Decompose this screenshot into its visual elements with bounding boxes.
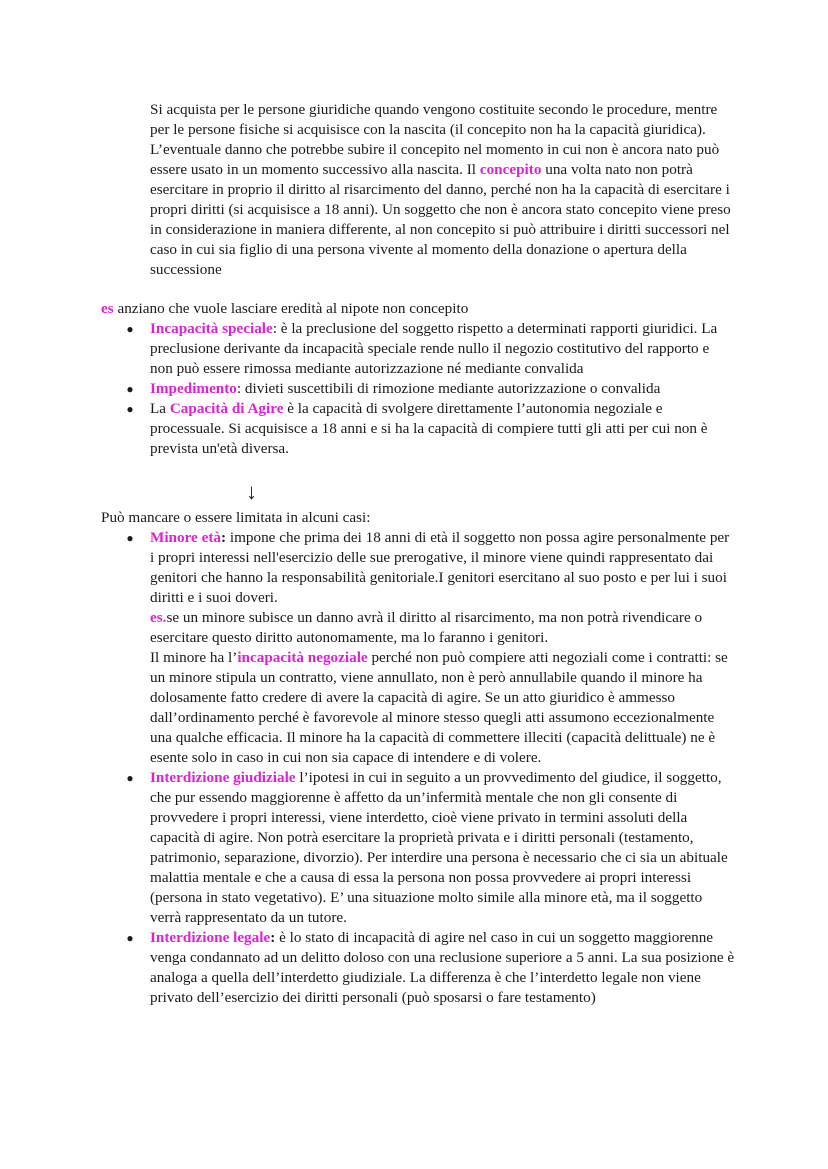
example-label: es [101,300,114,317]
example-text: se un minore subisce un danno avrà il diritto al risarcimento, ma non potrà rivendicare o esercitare questo diritto autonomamente, ma lo faranno i genitori. [150,609,703,646]
bullet-icon: ● [126,402,134,416]
list-item-interdizione-giudiziale [126,768,735,928]
item-text: : divieti suscettibili di rimozione mediante autorizzazione o convalida [236,380,661,397]
item-text: : è la preclusione del soggetto rispetto a determinati rapporti giuridici. La preclusione derivante da incapacità speciale rende nullo il negozio costitutivo del rapporto e non può essere rimossa mediante autorizzazione né mediante convalida [150,320,718,377]
limitations-intro: Può mancare o essere limitata in alcuni casi: [101,509,371,526]
paragraph-text: una volta nato non potrà esercitare in proprio il diritto al risarcimento del danno, perché non ha la capacità di esercitare i propri diritti (si acquisisce a 18 anni). Un soggetto che non è ancora stato concepito viene preso in considerazione in maniera differente, al non concepito si può attribuire i diritti successori nel caso in cui sia figlio di una persona vivente al momento della donazione o apertura della successione [150,161,731,278]
term-interdizione-giudiziale: Interdizione giudiziale [150,769,296,786]
example-label: es. [150,609,167,626]
item-text: Il minore ha l’ [150,649,238,666]
term-minore-eta: Minore età [150,529,221,546]
term-incapacita-negoziale: incapacità negoziale [237,649,368,666]
example-line [101,299,741,319]
item-text: impone che prima dei 18 anni di età il soggetto non possa agire personalmente per i propri interessi nell'esercizio delle sue prerogative, il minore viene quindi rappresentato dai genitori che hanno la responsabilità genitoriale.I genitori esercitano al suo posto e per lui i suoi diritti e i suoi doveri. [150,529,730,606]
list-item-incapacita-speciale [126,319,735,379]
example-text: anziano che vuole lasciare eredità al nipote non concepito [113,300,469,317]
capacity-paragraph [150,100,735,280]
capacity-list [126,319,735,459]
term-colon: : [270,929,276,946]
bullet-icon: ● [126,382,134,396]
limitations-list [126,528,735,1008]
term-capacita-di-agire: Capacità di Agire [169,400,284,417]
term-interdizione-legale: Interdizione legale [150,929,271,946]
item-text: è lo stato di incapacità di agire nel caso in cui un soggetto maggiorenne venga condannato ad un delitto doloso con una reclusione superiore a 5 anni. La sua posizione è analoga a quella dell’interdetto giudiziale. La differenza è che l’interdetto legale non viene privato dell’esercizio dei diritti personali (può sposarsi o fare testamento) [150,929,735,1006]
item-text: l’ipotesi in cui in seguito a un provvedimento del giudice, il soggetto, che pur essendo maggiorenne è affetto da un’infermità mentale che non gli consente di provvedere i propri interessi, viene interdetto, cioè viene privato in termini assoluti della capacità di agire. Non potrà esercitare la proprietà privata e i diritti personali (testamento, patrimonio, separazione, divorzio). Per interdire una persona è necessario che ci sia un abituale malattia mentale e che a causa di essa la persona non possa provvedere ai propri interessi (persona in stato vegetativo). E’ una situazione molto simile alla minore età, ma il soggetto verrà rappresentato da un tutore. [150,769,728,926]
down-arrow-icon: ↓ [246,479,257,504]
highlight-concepito: concepito [479,161,542,178]
paragraph-text: Si acquista per le persone giuridiche quando vengono costituite secondo le procedure, mentre per le persone fisiche si acquisisce con la nascita (il concepito non ha la capacità giuridica). L’eventuale danno che potrebbe subire il concepito nel momento in cui non è ancora nato può essere usato in un momento successivo alla nascita. Il [150,101,720,178]
list-item-capacita-di-agire [126,399,735,459]
term-incapacita-speciale: Incapacità speciale [150,320,273,337]
bullet-icon: ● [126,322,134,336]
term-impedimento: Impedimento [150,380,237,397]
item-text: è la capacità di svolgere direttamente l’autonomia negoziale e processuale. Si acquisisce a 18 anni e si ha la capacità di compiere tutti gli atti per cui non è prevista un'età diversa. [150,400,708,457]
item-prefix: La [150,400,170,417]
item-text: perché non può compiere atti negoziali come i contratti: se un minore stipula un contratto, viene annullato, non è però annullabile quando il minore ha dolosamente fatto credere di avere la capacità di agire. Se un atto giuridico è ammesso dall’ordinamento perché è favorevole al minore stesso quegli atti assumono eccezionalmente una qualche efficacia. Il minore ha la capacità di commettere illeciti (capacità delittuale) ne è esente solo in caso in cui non sia capace di intendere e di volere. [150,649,728,766]
list-item-impedimento [126,379,735,399]
bullet-icon: ● [126,931,134,945]
bullet-icon: ● [126,771,134,785]
list-item-minore-eta [126,528,735,768]
term-colon: : [221,529,227,546]
bullet-icon: ● [126,531,134,545]
list-item-interdizione-legale [126,928,735,1008]
